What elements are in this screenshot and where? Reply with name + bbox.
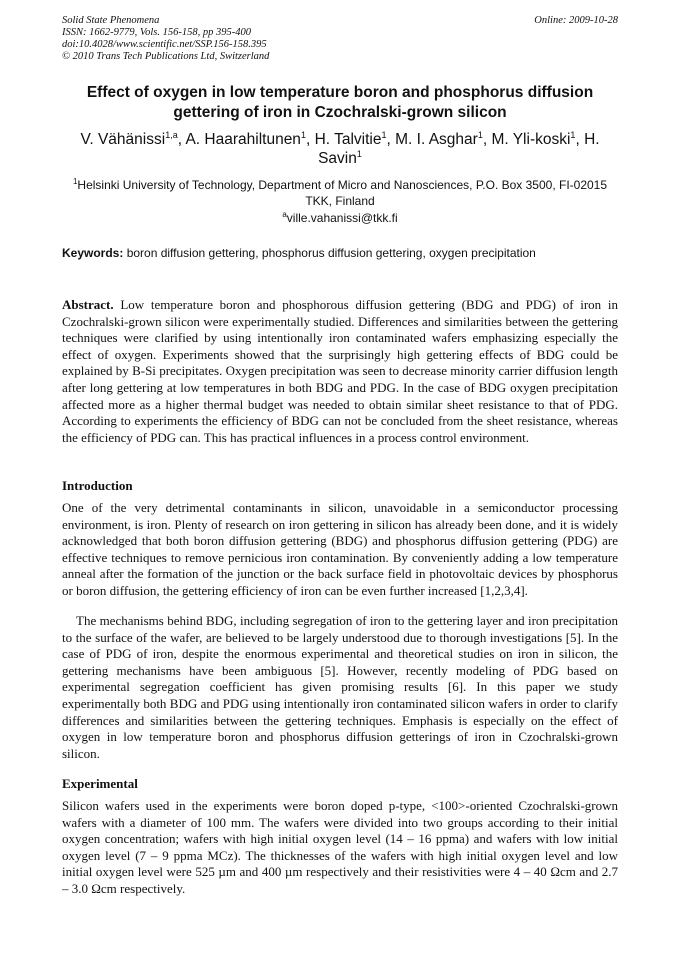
abstract <box>62 297 618 446</box>
author: V. Vähänissi$^{1,a}$, <box>80 130 186 148</box>
journal-name: Solid State Phenomena <box>62 15 160 26</box>
keywords <box>62 246 618 261</box>
author: H. Talvitie$^1$, <box>314 130 396 148</box>
abstract-label: Abstract. <box>62 297 114 312</box>
abstract-text: Low temperature boron and phosphorous diffusion gettering (BDG and PDG) of iron in Czochralski-grown silicon were experimentally studied. Differences and similarities between the gettering techniques were clarified by using intentionally iron contaminated wafers emphasizing especially the effect of oxygen. Experiments showed that the surprisingly high gettering effects of BDG could be explained by B-Si precipitates. Oxygen precipitation was seen to decrease minority carrier diffusion length after long gettering at low temperatures in both BDG and PDG. In the case of BDG oxygen precipitation affected more as a higher thermal budget was needed to obtain similar sheet resistance to that of PDG. According to experiments the efficiency of BDG can not be concluded from the sheet resistance, whereas the efficiency of PDG can. This has practical influences in a process control environment. <box>62 297 618 445</box>
paper-title: Effect of oxygen in low temperature boron and phosphorus diffusion gettering of iron in Czochralski-grown silicon <box>86 84 594 121</box>
experimental-heading: Experimental <box>62 776 138 791</box>
introduction-heading: Introduction <box>62 478 133 493</box>
online-date: Online: 2009-10-28 <box>534 15 618 26</box>
author: A. Haarahiltunen$^1$, <box>185 130 315 148</box>
author: H. Savin$^1$ <box>318 131 600 167</box>
author-list <box>62 130 618 168</box>
author: M. I. Asghar$^1$, <box>395 130 492 148</box>
author: M. Yli-koski$^1$, <box>491 130 585 148</box>
doi-line: doi:10.4028/www.scientific.net/SSP.156-158.395 <box>62 39 267 50</box>
introduction-paragraph: One of the very detrimental contaminants in silicon, unavoidable in a semiconductor processing environment, is iron. Plenty of research on iron gettering in silicon has already been done, and it is widely acknowledged that both boron diffusion gettering (BDG) and phosphorus diffusion gettering (PDG) are effective techniques to remove pernicious iron contamination. By conveniently adding a low temperature anneal after the formation of the junction or the back surface field in photovoltaic devices by phosphorus or boron diffusion, the gettering efficiency of iron can be even further increased [1,2,3,4]. <box>62 500 618 598</box>
journal-header <box>62 15 618 63</box>
copyright-line: © 2010 Trans Tech Publications Ltd, Switzerland <box>62 51 270 62</box>
experimental-paragraph: Silicon wafers used in the experiments were boron doped p-type, <100>-oriented Czochralski-grown wafers with a diameter of 100 mm. The wafers were divided into two groups according to their initial oxygen concentration; wafers with high initial oxygen level (14 – 16 ppma) and wafers with low initial oxygen level (7 – 9 ppma MCz). The thicknesses of the wafers with high initial oxygen level and low initial oxygen level were 525 µm and 400 µm respectively and their resistivities were 4 – 40 Ωcm and 2.7 – 3.0 Ωcm respectively. <box>62 798 618 896</box>
issn-line: ISSN: 1662-9779, Vols. 156-158, pp 395-400 <box>62 27 251 38</box>
keywords-label: Keywords: <box>62 246 124 260</box>
introduction-paragraph: The mechanisms behind BDG, including segregation of iron to the gettering layer and iron precipitation to the surface of the wafer, are believed to be largely understood due to thorough investigations [5]. In the case of PDG of iron, despite the enormous experimental and theoretical studies on iron in silicon, the gettering mechanisms have been ambiguous [5]. However, recently modeling of PDG based on experimental segregation coefficient has given promising results [6]. In this paper we study experimentally both BDG and PDG using intentionally iron contaminated silicon wafers in order to clarify differences and similarities between the gettering techniques. Emphasis is especially on the effect of oxygen in low temperature boron and phosphorus diffusion getterings of iron in Czochralski-grown silicon. <box>62 613 618 761</box>
author-email: $^a$ville.vahanissi@tkk.fi <box>282 210 398 225</box>
affiliation: $^1$Helsinki University of Technology, Department of Micro and Nanosciences, P.O. Box 3500, FI-02015 TKK, Finland <box>72 177 608 208</box>
keywords-text: boron diffusion gettering, phosphorus diffusion gettering, oxygen precipitation <box>123 246 536 260</box>
